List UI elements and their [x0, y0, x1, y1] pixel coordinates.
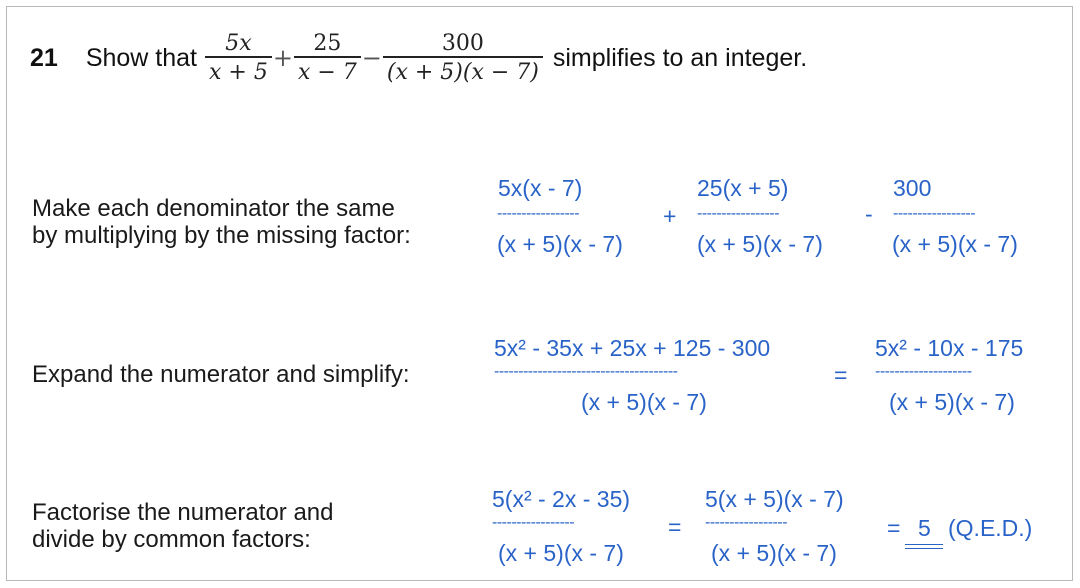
step-3-frac-2-dashes: ----------------- — [705, 514, 788, 531]
step-3-frac-2-den: (x + 5)(x - 7) — [711, 540, 837, 566]
step-3-frac-1-dashes: ----------------- — [492, 514, 575, 531]
step-1-frac-3-dashes: ----------------- — [893, 205, 976, 222]
question-fraction-1 — [205, 31, 272, 85]
fraction-numerator: 25 — [313, 31, 342, 57]
question-line — [30, 18, 807, 98]
step-1-operator-plus: + — [663, 203, 677, 229]
step-3-label — [32, 499, 334, 553]
step-3-operator-equals-2: = — [887, 515, 901, 541]
operator-minus: − — [361, 44, 382, 72]
fraction-numerator: 300 — [441, 31, 484, 57]
step-3-frac-1-num: 5(x² - 2x - 35) — [492, 486, 631, 512]
step-1-label-line-1: Make each denominator the same — [32, 195, 395, 222]
step-1-operator-minus: - — [865, 201, 873, 227]
step-1-frac-3-den: (x + 5)(x - 7) — [892, 231, 1018, 257]
step-2-operator-equals: = — [834, 362, 848, 388]
step-2-frac-2-den: (x + 5)(x - 7) — [889, 389, 1015, 415]
step-2-frac-2-dashes: -------------------- — [875, 363, 972, 380]
step-3-label-line-2: divide by common factors: — [32, 526, 311, 553]
question-fraction-2 — [294, 31, 361, 85]
result-double-underline — [905, 544, 943, 549]
step-2-frac-1-den: (x + 5)(x - 7) — [581, 389, 707, 415]
question-number: 21 — [30, 43, 58, 72]
step-3-qed: (Q.E.D.) — [948, 515, 1033, 541]
step-1-label — [32, 195, 411, 249]
step-3-operator-equals-1: = — [668, 514, 682, 540]
step-1-frac-3-num: 300 — [893, 175, 932, 201]
fraction-denominator: x + 5 — [209, 59, 268, 85]
step-3-frac-2-num: 5(x + 5)(x - 7) — [705, 486, 844, 512]
step-2-frac-1-dashes: -------------------------------------- — [494, 363, 678, 380]
step-2-frac-2-num: 5x² - 10x - 175 — [875, 335, 1024, 361]
step-3-label-line-1: Factorise the numerator and — [32, 499, 334, 526]
step-1-frac-2-num: 25(x + 5) — [697, 175, 789, 201]
question-fraction-3 — [383, 31, 543, 85]
fraction-numerator: 5x — [225, 31, 252, 57]
step-1-frac-2-den: (x + 5)(x - 7) — [697, 231, 823, 257]
step-3-frac-1-den: (x + 5)(x - 7) — [498, 540, 624, 566]
operator-plus: + — [272, 44, 293, 72]
step-2-label: Expand the numerator and simplify: — [32, 361, 410, 388]
step-1-frac-2-dashes: ----------------- — [697, 205, 780, 222]
question-suffix: simplifies to an integer. — [552, 43, 808, 72]
question-prefix: Show that — [85, 43, 197, 72]
step-1-frac-1-den: (x + 5)(x - 7) — [497, 231, 623, 257]
step-1-frac-1-dashes: ----------------- — [497, 205, 580, 222]
step-1-frac-1-num: 5x(x - 7) — [498, 175, 583, 201]
fraction-denominator: (x + 5)(x − 7) — [386, 59, 539, 85]
fraction-denominator: x − 7 — [297, 59, 357, 85]
step-3-result: 5 — [918, 515, 931, 541]
step-1-label-line-2: by multiplying by the missing factor: — [32, 222, 411, 249]
step-2-frac-1-num: 5x² - 35x + 25x + 125 - 300 — [494, 335, 771, 361]
